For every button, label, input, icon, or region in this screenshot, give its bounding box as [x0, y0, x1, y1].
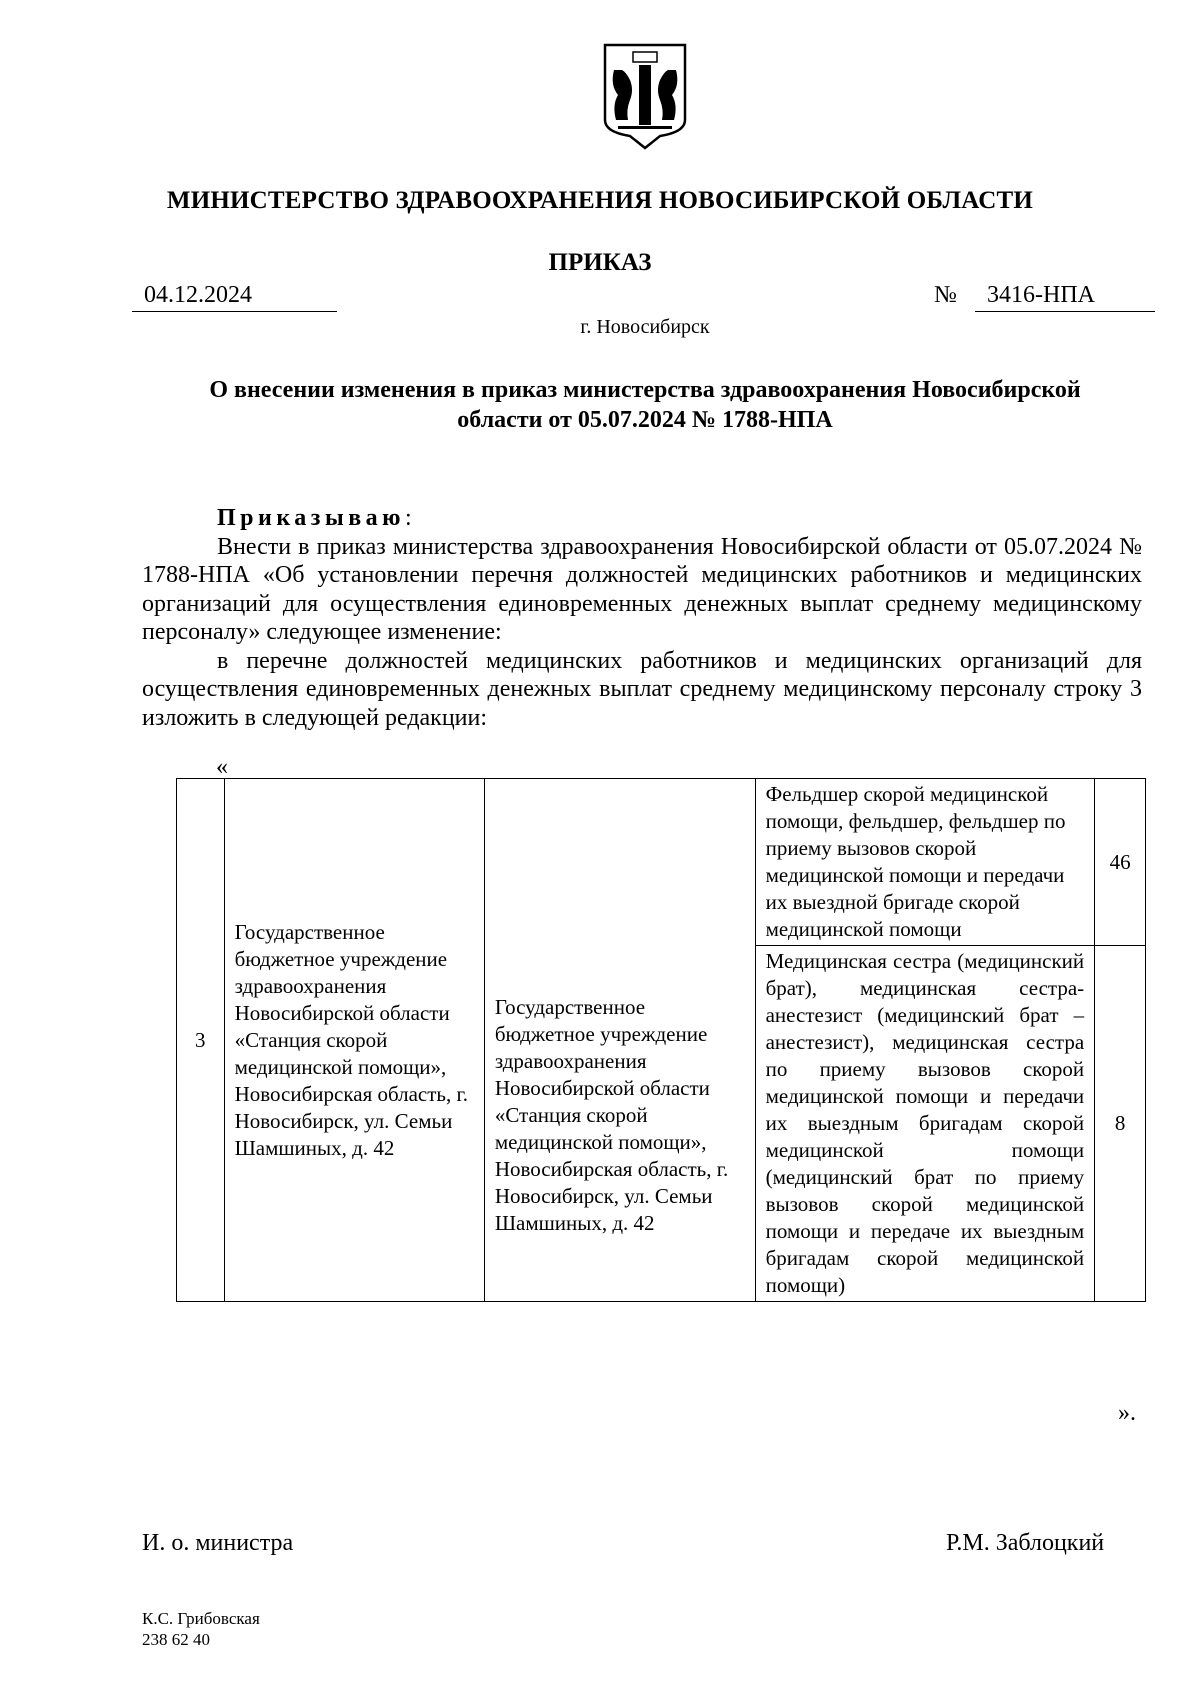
- positions-table: [176, 778, 1146, 1302]
- count-cell-1: 46: [1095, 779, 1146, 946]
- body-text: [142, 504, 1142, 732]
- table-row: [177, 779, 1146, 946]
- city: г. Новосибирск: [580, 316, 710, 338]
- document-type: ПРИКАЗ: [548, 249, 652, 276]
- prikaz-colon: :: [405, 505, 412, 531]
- quote-open: «: [216, 754, 228, 780]
- organization-cell-2: [484, 779, 755, 1302]
- position-cell-2: Медицинская сестра (медицинский брат), медицинская сестра-анестезист (медицинский брат – анестезист), медицинская сестра по приему вызовов скорой медицинской помощи и передачи их выездным бригадам скорой медицинской помощи (медицинский брат по приему вызовов скорой медицинской помощи и передаче их выездным бригадам скорой медицинской помощи): [755, 946, 1095, 1302]
- paragraph-1: Внести в приказ министерства здравоохранения Новосибирской области от 05.07.2024 № 1788-НПА «Об установлении перечня должностей медицинских работников и медицинских организаций для осуществления единовременных денежных выплат среднему медицинскому персоналу» следующее изменение:: [142, 533, 1142, 645]
- executor-block: [142, 1608, 260, 1650]
- number-sign: №: [934, 282, 957, 308]
- document-date: 04.12.2024: [132, 282, 337, 312]
- row-number-cell: 3: [177, 779, 225, 1302]
- prikaz-paragraph: [142, 504, 1142, 533]
- paragraph-2: в перечне должностей медицинских работников и медицинских организаций для осуществления единовременных денежных выплат среднему медицинскому персоналу строку 3 изложить в следующей редакции:: [142, 647, 1142, 731]
- document-title: [140, 375, 1150, 435]
- executor-name: К.С. Грибовская: [142, 1609, 260, 1628]
- signer-name: Р.М. Заблоцкий: [946, 1530, 1105, 1556]
- title-line-2: области от 05.07.2024 № 1788-НПА: [457, 407, 833, 433]
- organization-cell: Государственное бюджетное учреждение здравоохранения Новосибирской области «Станция скорой медицинской помощи», Новосибирская область, г. Новосибирск, ул. Семьи Шамшиных, д. 42: [224, 779, 484, 1302]
- position-cell-1: Фельдшер скорой медицинской помощи, фельдшер, фельдшер по приему вызовов скорой медицинской помощи и передачи их выездной бригаде скорой медицинской помощи: [755, 779, 1095, 946]
- document-number: 3416-НПА: [975, 282, 1155, 312]
- ministry-name: МИНИСТЕРСТВО ЗДРАВООХРАНЕНИЯ НОВОСИБИРСКОЙ ОБЛАСТИ: [166, 187, 1034, 214]
- count-cell-2: 8: [1095, 946, 1146, 1302]
- coat-of-arms-emblem: [600, 40, 690, 150]
- executor-phone: 238 62 40: [142, 1630, 210, 1649]
- organization-text-2: Государственное бюджетное учреждение здравоохранения Новосибирской области «Станция скорой медицинской помощи», Новосибирская область, г. Новосибирск, ул. Семьи Шамшиных, д. 42: [494, 994, 729, 1235]
- title-line-1: О внесении изменения в приказ министерства здравоохранения Новосибирской: [209, 377, 1081, 403]
- prikaz-word: Приказываю: [217, 505, 405, 531]
- quote-close: ».: [1118, 1400, 1136, 1426]
- signer-position: И. о. министра: [142, 1530, 294, 1556]
